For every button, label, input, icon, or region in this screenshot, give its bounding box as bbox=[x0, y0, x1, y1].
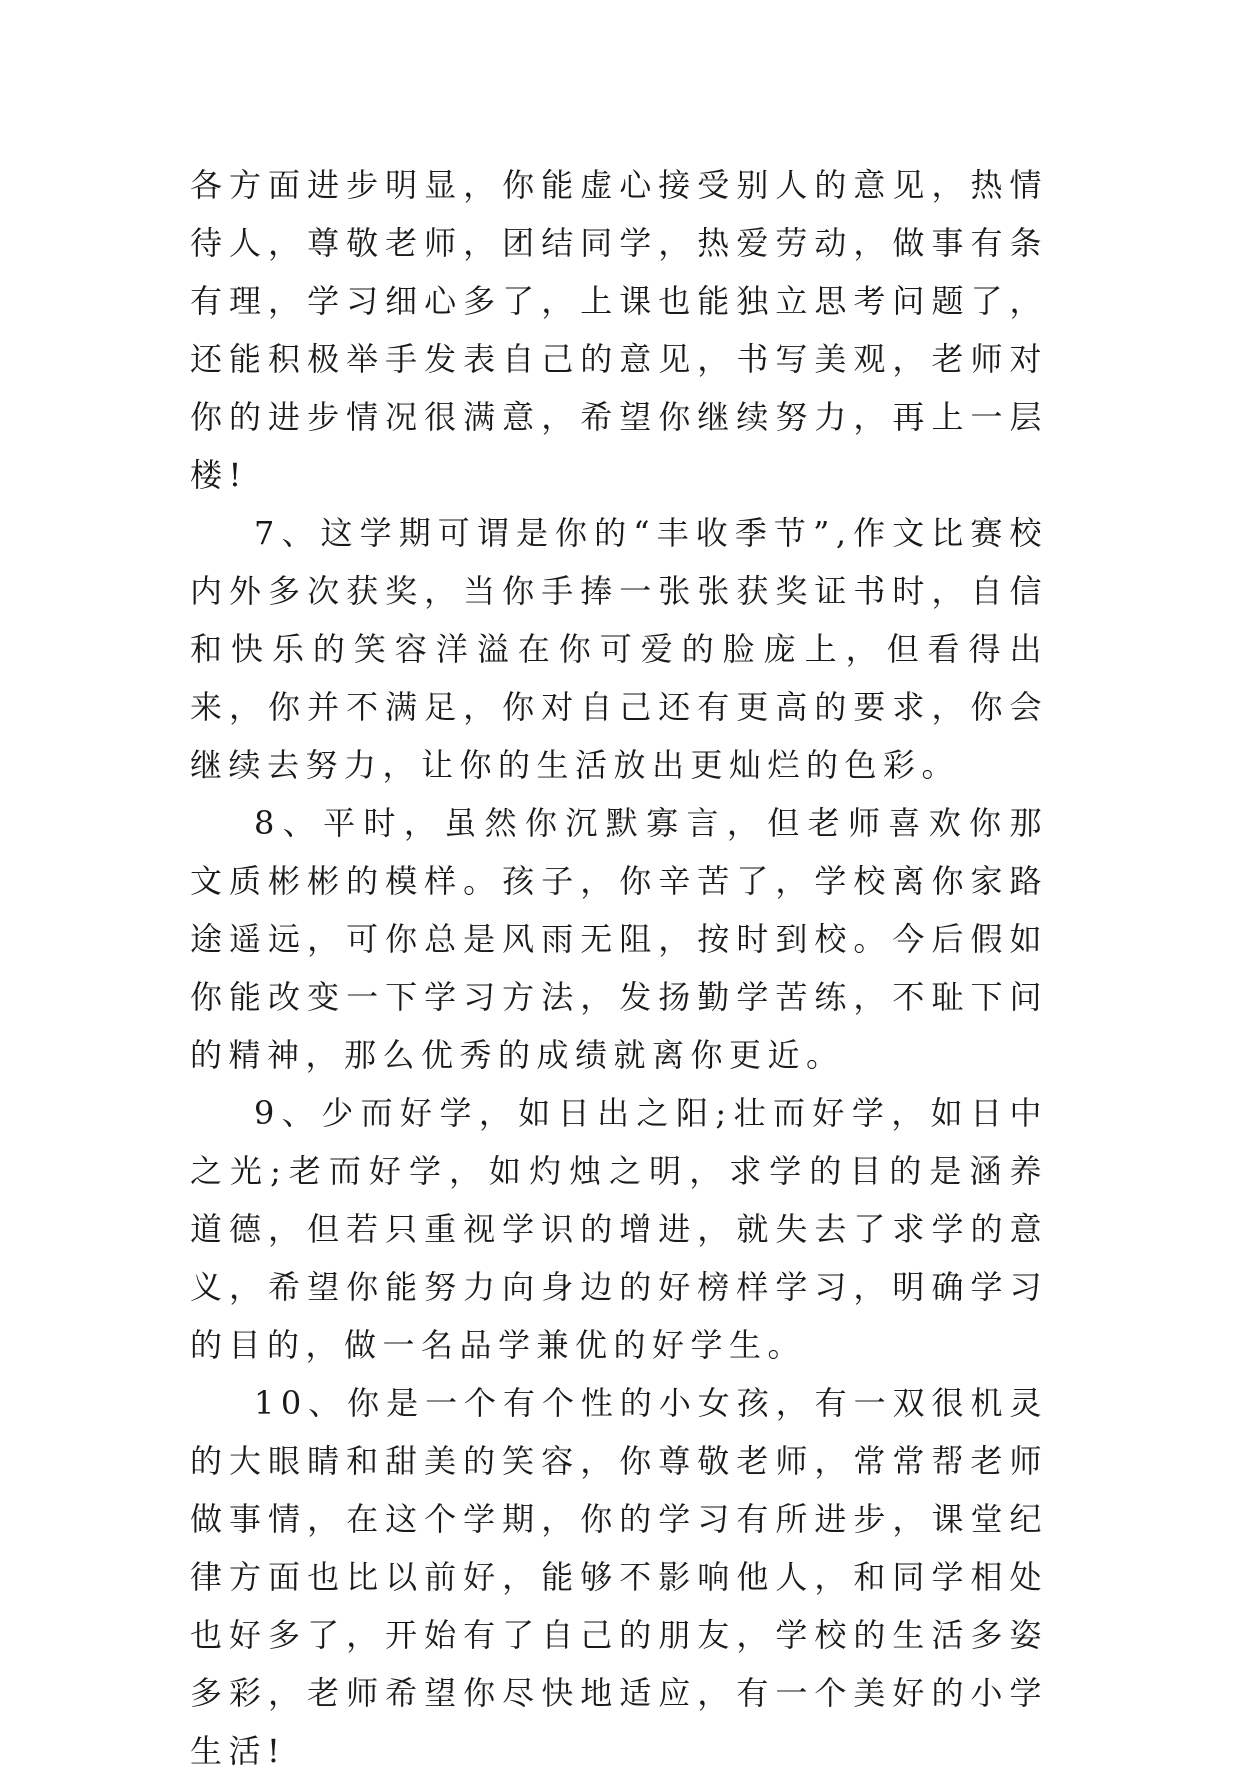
paragraph-continued: 各方面进步明显，你能虚心接受别人的意见，热情待人，尊敬老师，团结同学，热爱劳动，做事有条有理，学习细心多了，上课也能独立思考问题了，还能积极举手发表自己的意见，书写美观，老师对你的进步情况很满意，希望你继续努力，再上一层楼! bbox=[190, 166, 1048, 494]
document-body bbox=[190, 156, 1048, 1780]
paragraph-comment-7: 7、这学期可谓是你的“丰收季节”,作文比赛校内外多次获奖，当你手捧一张张获奖证书时，自信和快乐的笑容洋溢在你可爱的脸庞上，但看得出来，你并不满足，你对自己还有更高的要求，你会继续去努力，让你的生活放出更灿烂的色彩。 bbox=[190, 514, 1048, 784]
paragraph-comment-9: 9、少而好学，如日出之阳;壮而好学，如日中之光;老而好学，如灼烛之明，求学的目的是涵养道德，但若只重视学识的增进，就失去了求学的意义，希望你能努力向身边的好榜样学习，明确学习的目的，做一名品学兼优的好学生。 bbox=[190, 1094, 1048, 1364]
paragraph-comment-8: 8、平时，虽然你沉默寡言，但老师喜欢你那文质彬彬的模样。孩子，你辛苦了，学校离你家路途遥远，可你总是风雨无阻，按时到校。今后假如你能改变一下学习方法，发扬勤学苦练，不耻下问的精神，那么优秀的成绩就离你更近。 bbox=[190, 804, 1048, 1074]
paragraph-comment-10: 10、你是一个有个性的小女孩，有一双很机灵的大眼睛和甜美的笑容，你尊敬老师，常常帮老师做事情，在这个学期，你的学习有所进步，课堂纪律方面也比以前好，能够不影响他人，和同学相处也好多了，开始有了自己的朋友，学校的生活多姿多彩，老师希望你尽快地适应，有一个美好的小学生活! bbox=[190, 1384, 1048, 1770]
